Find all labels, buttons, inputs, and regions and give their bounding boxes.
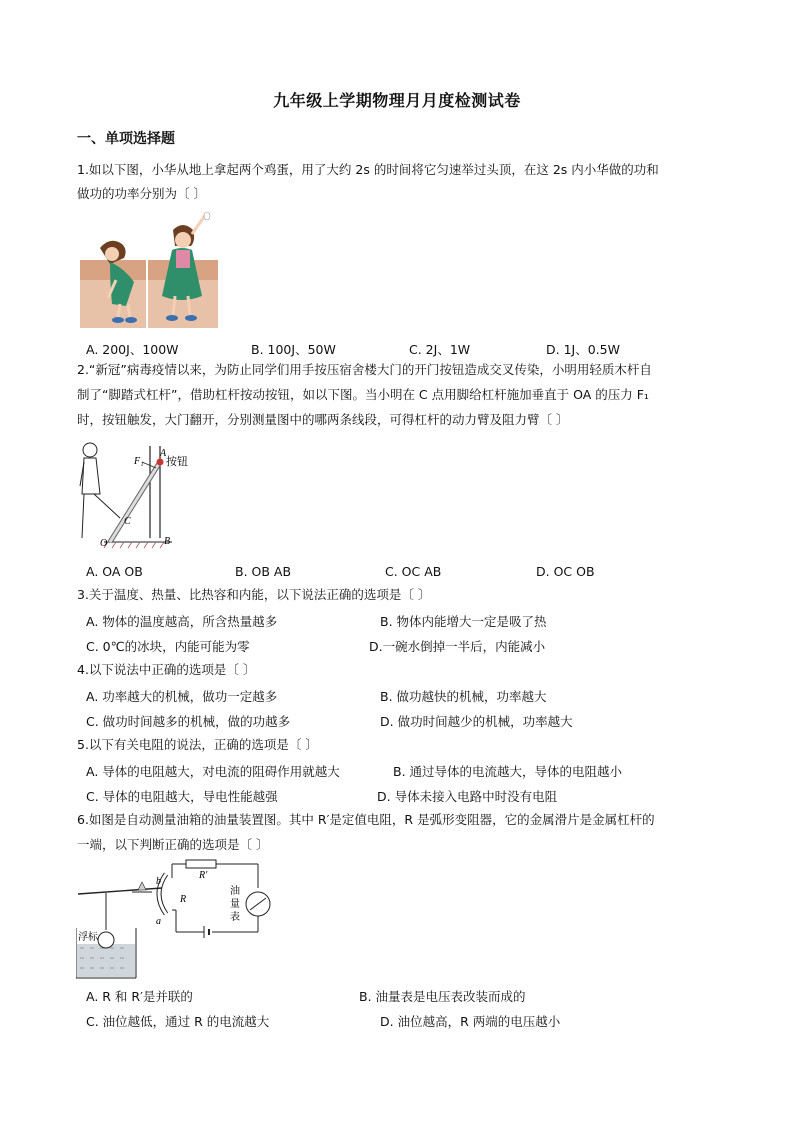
q3-option-b[interactable]: B. 物体内能增大一定是吸了热 xyxy=(380,614,547,629)
q4-option-c[interactable]: C. 做功时间越多的机械，做的功越多 xyxy=(86,714,291,729)
q4-option-a[interactable]: A. 功率越大的机械，做功一定越多 xyxy=(86,689,278,704)
q6-option-b[interactable]: B. 油量表是电压表改装而成的 xyxy=(359,989,526,1004)
q6-stem-line1: 6.如图是自动测量油箱的油量装置图。其中 R′是定值电阻，R 是弧形变阻器，它的金属滑片是金属杠杆的 xyxy=(77,812,655,827)
q2-option-a[interactable]: A. OA OB xyxy=(86,564,143,579)
float-icon xyxy=(98,932,114,948)
q4-option-b[interactable]: B. 做功越快的机械，功率越大 xyxy=(380,689,547,704)
label-b: b xyxy=(156,876,161,887)
q3-option-d[interactable]: D.一碗水倒掉一半后，内能减小 xyxy=(369,639,546,654)
q6-stem-line2: 一端，以下判断正确的选项是〔 〕 xyxy=(77,837,269,852)
q5-option-c[interactable]: C. 导体的电阻越大，导电性能越强 xyxy=(86,789,278,804)
q3-stem: 3.关于温度、热量、比热容和内能，以下说法正确的选项是〔 〕 xyxy=(77,587,431,602)
q4-option-d[interactable]: D. 做功时间越少的机械，功率越大 xyxy=(380,714,573,729)
label-f1: F₁ xyxy=(134,456,144,467)
q1-figure-girl-lifting-eggs xyxy=(80,210,220,330)
label-o: O xyxy=(100,538,108,549)
q1-option-c[interactable]: C. 2J、1W xyxy=(409,342,471,357)
label-meter-1: 油 xyxy=(230,886,240,897)
label-float: 浮标 xyxy=(78,932,98,943)
q5-option-d[interactable]: D. 导体未接入电路中时没有电阻 xyxy=(377,789,558,804)
label-a: a xyxy=(156,916,161,927)
label-button: 按钮 xyxy=(166,456,188,468)
q2-option-d[interactable]: D. OC OB xyxy=(536,564,595,579)
q1-stem-line1: 1.如以下图，小华从地上拿起两个鸡蛋，用了大约 2s 的时间将它匀速举过头顶，在这 2s 内小华做的功和 xyxy=(77,162,659,177)
q6-option-d[interactable]: D. 油位越高，R 两端的电压越小 xyxy=(380,1014,561,1029)
q1-option-d[interactable]: D. 1J、0.5W xyxy=(546,342,620,357)
label-r-prime: R′ xyxy=(199,870,208,881)
q3-option-a[interactable]: A. 物体的温度越高，所含热量越多 xyxy=(86,614,278,629)
label-meter-3: 表 xyxy=(230,912,240,923)
q2-stem-line1: 2.“新冠”病毒疫情以来，为防止同学们用手按压宿舍楼大门的开门按钮造成交叉传染，小明用轻质木杆自 xyxy=(77,362,652,377)
q2-stem-line2: 制了“脚踏式杠杆”，借助杠杆按动按钮，如以下图。当小明在 C 点用脚给杠杆施加垂直于 OA 的压力 F₁ xyxy=(77,387,649,402)
q6-option-a[interactable]: A. R 和 R′是并联的 xyxy=(86,989,193,1004)
q4-stem: 4.以下说法中正确的选项是〔 〕 xyxy=(77,662,256,677)
q6-option-c[interactable]: C. 油位越低，通过 R 的电流越大 xyxy=(86,1014,270,1029)
q6-figure-oil-gauge-circuit xyxy=(76,858,276,980)
q2-stem-line3: 时，按钮触发，大门翻开，分别测量图中的哪两条线段，可得杠杆的动力臂及阻力臂〔 〕 xyxy=(77,412,569,427)
q3-option-c[interactable]: C. 0℃的冰块，内能可能为零 xyxy=(86,639,250,654)
q2-option-b[interactable]: B. OB AB xyxy=(235,564,292,579)
paper-title: 九年级上学期物理月月度检测试卷 xyxy=(273,91,521,110)
label-a: A xyxy=(160,448,167,459)
q2-option-c[interactable]: C. OC AB xyxy=(385,564,442,579)
label-b: B xyxy=(164,536,171,547)
section-heading: 一、单项选择题 xyxy=(77,131,175,147)
q5-option-a[interactable]: A. 导体的电阻越大，对电流的阻碍作用就越大 xyxy=(86,764,340,779)
resistor-r-prime-icon xyxy=(186,860,216,868)
q1-stem-line2: 做功的功率分别为〔 〕 xyxy=(77,186,206,201)
q1-option-a[interactable]: A. 200J、100W xyxy=(86,342,179,357)
person-stepping-icon xyxy=(80,443,120,538)
button-icon xyxy=(157,459,164,466)
label-c: C xyxy=(124,516,131,527)
q1-option-b[interactable]: B. 100J、50W xyxy=(251,342,336,357)
label-r: R xyxy=(180,894,187,905)
q5-stem: 5.以下有关电阻的说法，正确的选项是〔 〕 xyxy=(77,737,318,752)
q2-figure-foot-lever xyxy=(76,438,206,550)
q5-option-b[interactable]: B. 通过导体的电流越大，导体的电阻越小 xyxy=(393,764,623,779)
label-meter-2: 量 xyxy=(230,899,240,910)
